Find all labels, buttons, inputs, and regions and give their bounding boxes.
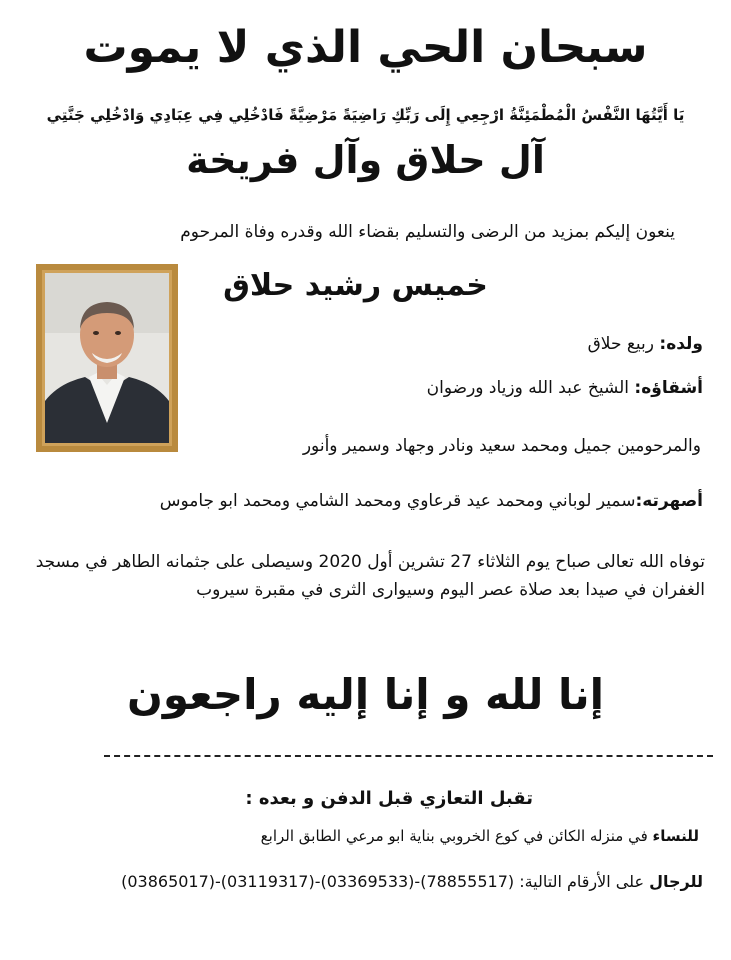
inlaws-label: أصهرته: [635,491,703,511]
condolences-heading: تقبل التعازي قبل الدفن و بعده : [245,788,533,809]
son-label: ولده: [659,334,703,354]
death-notice: توفاه الله تعالى صباح يوم الثلاثاء 27 تشرين أول 2020 وسيصلى على جثمانه الطاهر في مسجد الغفران في صيدا بعد صلاة عصر اليوم وسيوارى الثرى في مقبرة سيروب [35,552,705,600]
closing-phrase: إنا لله و إنا إليه راجعون [127,670,604,719]
women-value: في منزله الكائن في كوع الخروبي بناية ابو مرعي الطابق الرابع [260,827,653,845]
portrait-frame [36,264,178,452]
men-label: للرجال [649,872,703,891]
quran-verse: يَا أَيَّتُهَا النَّفْسُ الْمُطْمَئِنَّةُ ارْجِعِي إِلَى رَبِّكِ رَاضِيَةً مَرْضِيَّةً فَادْخُلِي فِي عِبَادِي وَادْخُلِي جَنَّتِي [46,106,685,124]
brothers-value: الشيخ عبد الله وزياد ورضوان [426,378,635,398]
dashed-divider [104,755,713,757]
late-brothers-row: والمرحومين جميل ومحمد سعيد ونادر وجهاد وسمير وأنور [302,436,701,456]
son-value: ربيع حلاق [587,334,660,354]
portrait-photo [45,273,169,443]
deceased-name: خميس رشيد حلاق [223,268,488,303]
phone-numbers: (03865017)-(03119317)-(03369533)-(78855517) [121,872,515,891]
inlaws-value: سمير لوباني ومحمد عيد قرعاوي ومحمد الشامي ومحمد ابو جاموس [159,491,636,511]
page-title: سبحان الحي الذي لا يموت [83,22,648,73]
inlaws-row [0,491,703,511]
men-value: على الأرقام التالية: [514,872,650,891]
son-row [0,334,703,354]
brothers-label: أشقاؤه: [634,378,703,398]
brothers-row [0,378,703,398]
women-condolences [0,827,699,845]
women-label: للنساء [652,827,699,845]
announcement-text: ينعون إليكم بمزيد من الرضى والتسليم بقضاء الله وقدره وفاة المرحوم [180,222,675,242]
person-portrait-icon [45,273,169,443]
men-condolences [0,872,703,891]
family-names: آل حلاق وآل فريخة [186,138,545,182]
